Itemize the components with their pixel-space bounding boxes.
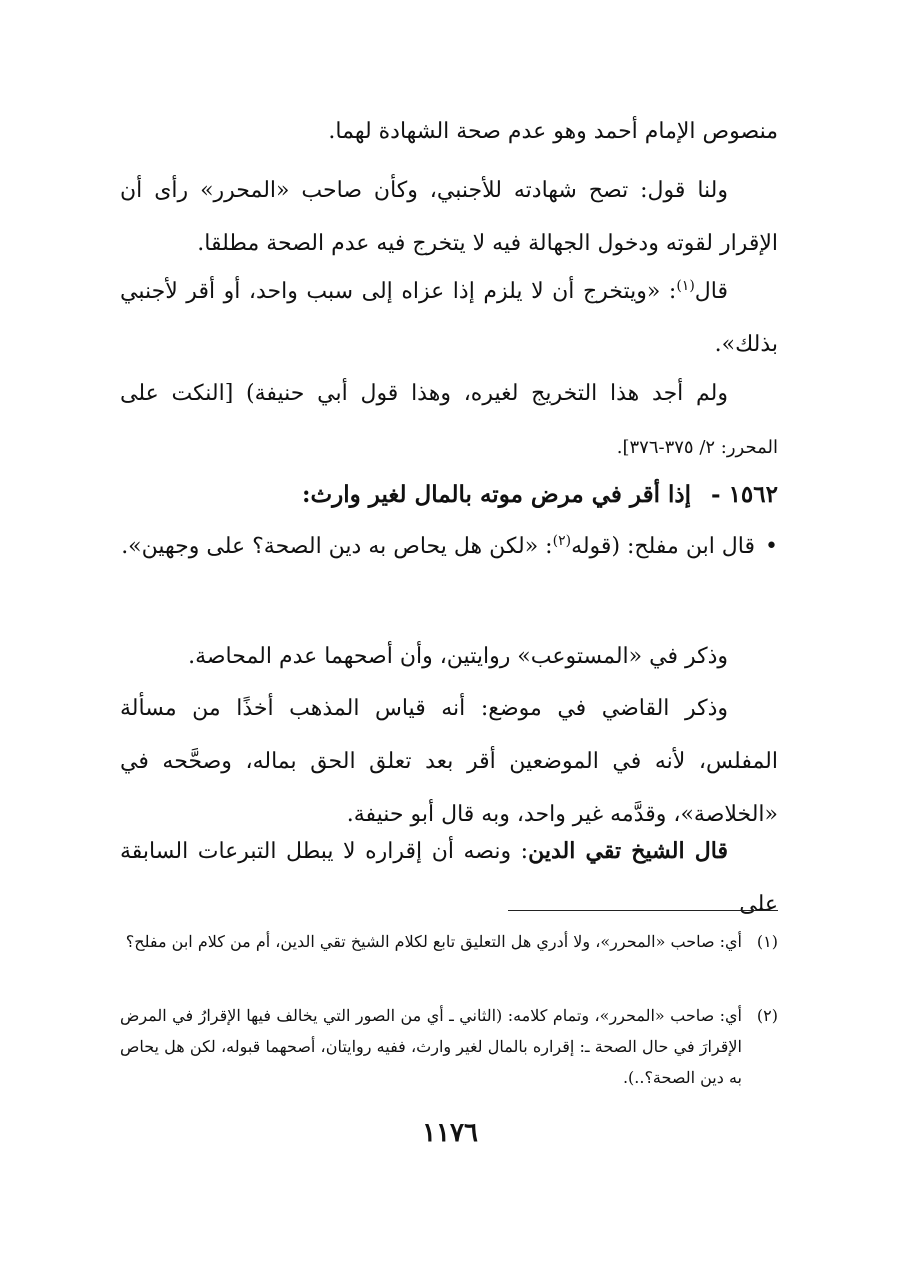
paragraph-text: : ونصه أن إقراره لا يبطل التبرعات السابقة على	[120, 839, 778, 917]
footnote-text: أي: صاحب «المحرر»، وتمام كلامه: (الثاني ـ أي من الصور التي يخالف فيها الإقرارُ في المرض الإقرارَ في حال الصحة ـ: إقراره بالمال لغير وارث، ففيه روايتان، أصحهما قبوله، لكن هل يحاص به دين الصحة؟..).	[120, 1006, 742, 1087]
footnote-2	[120, 1000, 778, 1093]
footnote-reference-2: (٢)	[552, 533, 572, 549]
paragraph-text: وذكر القاضي في موضع: أنه قياس المذهب أخذًا من مسألة المفلس، لأنه في الموضعين أقر بعد تعلق الحق بماله، وصحَّحه في «الخلاصة»، وقدَّمه غير واحد، وبه قال أبو حنيفة.	[120, 696, 778, 827]
paragraph-text: ولم أجد هذا التخريج لغيره، وهذا قول أبي حنيفة) [النكت على	[120, 381, 728, 406]
page-number: ١١٧٦	[422, 1118, 478, 1148]
paragraph-text: : «لكن هل يحاص به دين الصحة؟ على وجهين».	[121, 534, 553, 559]
paragraph-lead: قال	[694, 279, 728, 304]
section-number: ١٥٦٢ -	[711, 481, 778, 508]
paragraph-text: : «ويتخرج أن لا يلزم إذا عزاه إلى سبب واحد، أو أقر لأجنبي بذلك».	[120, 279, 778, 357]
footnote-separator	[508, 910, 778, 911]
citation-source: المحرر: ٢/ ٣٧٥-٣٧٦].	[616, 437, 778, 458]
section-heading	[120, 470, 778, 520]
paragraph-citation	[120, 367, 778, 473]
paragraph-text: وذكر في «المستوعب» روايتين، وأن أصحهما عدم المحاصة.	[188, 644, 728, 669]
paragraph-ibn-muflih	[120, 520, 778, 573]
sheikh-name: قال الشيخ تقي الدين	[528, 838, 728, 864]
paragraph-qadi	[120, 682, 778, 841]
bullet-icon: •	[765, 534, 778, 559]
paragraph-sheikh	[120, 825, 778, 931]
footnote-1	[120, 926, 778, 957]
footnote-mark: (١)	[756, 932, 778, 951]
paragraph-opinion	[120, 164, 778, 270]
footnote-reference-1: (١)	[676, 278, 695, 294]
paragraph-text: ولنا قول: تصح شهادته للأجنبي، وكأن صاحب «المحرر» رأى أن الإقرار لقوته ودخول الجهالة فيه لا يتخرج فيه عدم الصحة مطلقا.	[120, 178, 778, 256]
paragraph-quote	[120, 265, 778, 371]
footnote-mark: (٢)	[756, 1006, 778, 1025]
paragraph-text: منصوص الإمام أحمد وهو عدم صحة الشهادة لهما.	[328, 119, 778, 144]
paragraph-lead: قال ابن مفلح: (قوله	[571, 534, 756, 559]
paragraph-mustawib	[120, 630, 778, 683]
footnote-text: أي: صاحب «المحرر»، ولا أدري هل التعليق تابع لكلام الشيخ تقي الدين، أم من كلام ابن مفلح؟	[125, 932, 742, 951]
paragraph-continuation	[120, 105, 778, 158]
section-title: إذا أقر في مرض موته بالمال لغير وارث:	[302, 481, 692, 508]
